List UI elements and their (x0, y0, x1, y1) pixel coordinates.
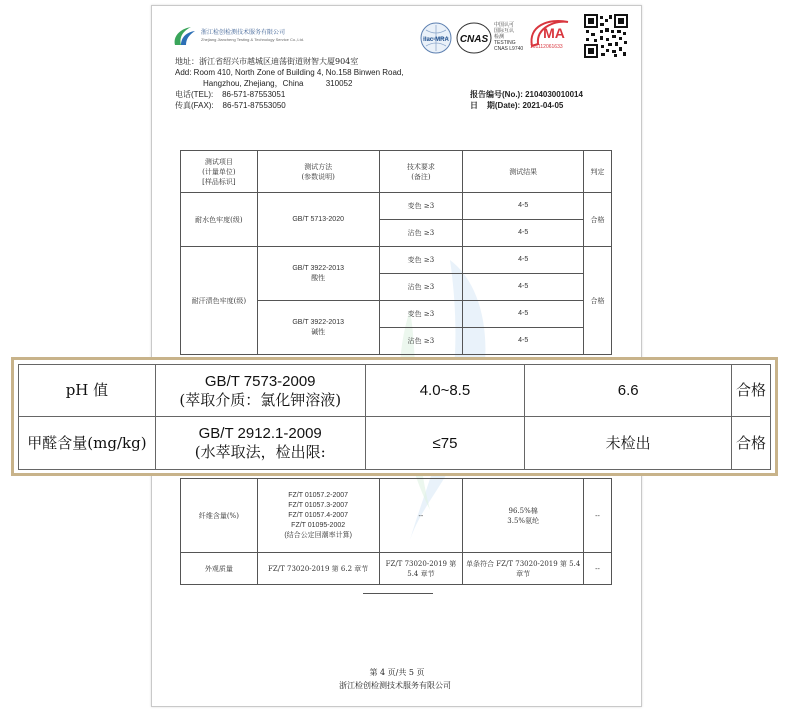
ilac-mra-label: ilac-MRA (423, 37, 449, 43)
ph-item: pH 值 (19, 365, 156, 417)
sweat-res-2: 4-5 (463, 274, 584, 301)
page-number: 第 4 页/共 5 页 (369, 668, 425, 677)
cma-number: 161112061633 (530, 44, 563, 50)
sweat-req-4: 沾色 ≥3 (379, 328, 463, 355)
sweat-method-alkali: GB/T 3922-2013 碱性 (257, 301, 379, 355)
wash-method: GB/T 5713-2020 (257, 193, 379, 247)
tel: 电话(TEL): 86-571-87553051 (175, 90, 286, 99)
ph-method (155, 365, 365, 417)
fiber-req: -- (379, 479, 463, 553)
report-date: 日 期(Date): 2021-04-05 (470, 101, 564, 110)
sweat-res-1: 4-5 (463, 247, 584, 274)
ph-method-standard: GB/T 7573-2009 (204, 372, 316, 390)
header-result: 测试结果 (463, 151, 584, 193)
ph-row (19, 365, 771, 417)
sweat-req-1: 变色 ≥3 (379, 247, 463, 274)
ph-verdict: 合格 (732, 365, 771, 417)
sweat-method-acid: GB/T 3922-2013 酸性 (257, 247, 379, 301)
header-test-method: 测试方法 (参数说明) (257, 151, 379, 193)
wash-verdict: 合格 (584, 193, 612, 247)
address-en-line1: Add: Room 410, North Zone of Building 4, No.158 Binwen Road, (175, 68, 404, 77)
table-row (181, 193, 612, 220)
fiber-item: 纤维含量(%) (181, 479, 258, 553)
sweat-req-2: 沾色 ≥3 (379, 274, 463, 301)
cnas-mark-label: CNAS (459, 34, 489, 45)
table-row (181, 553, 612, 585)
table-header-row (181, 151, 612, 193)
company-name-cn: 浙江检创检测技术服务有限公司 (201, 29, 286, 36)
highlight-table (18, 364, 771, 470)
footer-company: 浙江检创检测技术服务有限公司 (339, 681, 451, 690)
wash-req-2: 沾色 ≥3 (379, 220, 463, 247)
results-table-top (180, 150, 612, 355)
formaldehyde-row (19, 417, 771, 470)
ph-method-note: (萃取介质：氯化钾溶液) (179, 390, 342, 409)
formaldehyde-item: 甲醛含量(mg/kg) (19, 417, 156, 470)
company-logo-icon (169, 25, 199, 47)
formaldehyde-requirement: ≤75 (365, 417, 525, 470)
cnas-mark-icon (456, 22, 492, 54)
header-verdict: 判定 (584, 151, 612, 193)
results-table-bottom (180, 478, 612, 585)
fax: 传真(FAX): 86-571-87553050 (175, 101, 286, 110)
appearance-result: 单条符合 FZ/T 73020-2019 第 5.4 章节 (463, 553, 584, 585)
table-row (181, 247, 612, 274)
ph-result: 6.6 (525, 365, 732, 417)
address-cn: 地址：浙江省绍兴市越城区迪荡街道财智大厦904室 (175, 57, 359, 66)
sweat-res-4: 4-5 (463, 328, 584, 355)
wash-res-1: 4-5 (463, 193, 584, 220)
wash-req-1: 变色 ≥3 (379, 193, 463, 220)
fiber-method: FZ/T 01057.2-2007 FZ/T 01057.3-2007 FZ/T 01057.4-2007 FZ/T 01095-2002 (结合公定回潮率计算) (257, 479, 379, 553)
fiber-verdict: -- (584, 479, 612, 553)
formaldehyde-method-note: (水萃取法，检出限: (194, 443, 326, 461)
cma-mark-label: MA (543, 25, 565, 41)
report-number: 报告编号(No.): 2104030010014 (470, 90, 583, 99)
qr-code-icon (584, 14, 628, 58)
sweat-res-3: 4-5 (463, 301, 584, 328)
fiber-result: 96.5%棉 3.5%氨纶 (463, 479, 584, 553)
sweat-item: 耐汗渍色牢度(级) (181, 247, 258, 355)
sweat-verdict: 合格 (584, 247, 612, 355)
ph-requirement: 4.0~8.5 (365, 365, 525, 417)
ilac-mra-icon (417, 22, 455, 54)
formaldehyde-method (155, 417, 365, 470)
formaldehyde-verdict: 合格 (732, 417, 771, 470)
wash-res-2: 4-5 (463, 220, 584, 247)
sweat-req-3: 变色 ≥3 (379, 301, 463, 328)
header-requirement: 技术要求 (备注) (379, 151, 463, 193)
wash-item: 耐水色牢度(级) (181, 193, 258, 247)
table-row (181, 479, 612, 553)
company-name-en: Zhejiang Jiancheng Testing & Technology Service Co.,Ltd. (201, 37, 305, 42)
formaldehyde-result: 未检出 (525, 417, 732, 470)
highlight-panel (11, 357, 778, 476)
address-en-line2: Hangzhou, Zhejiang，China 310052 (203, 79, 353, 88)
formaldehyde-method-standard: GB/T 2912.1-2009 (198, 425, 322, 442)
appearance-item: 外观质量 (181, 553, 258, 585)
header-test-item: 测试项目 (计量单位) [样品标识] (181, 151, 258, 193)
appearance-verdict: -- (584, 553, 612, 585)
end-line (363, 593, 433, 594)
cnas-cert-text: 中国认可 国际互认 检测 TESTING CNAS L9740 (494, 22, 524, 52)
appearance-method: FZ/T 73020-2019 第 6.2 章节 (257, 553, 379, 585)
appearance-req: FZ/T 73020-2019 第 5.4 章节 (379, 553, 463, 585)
